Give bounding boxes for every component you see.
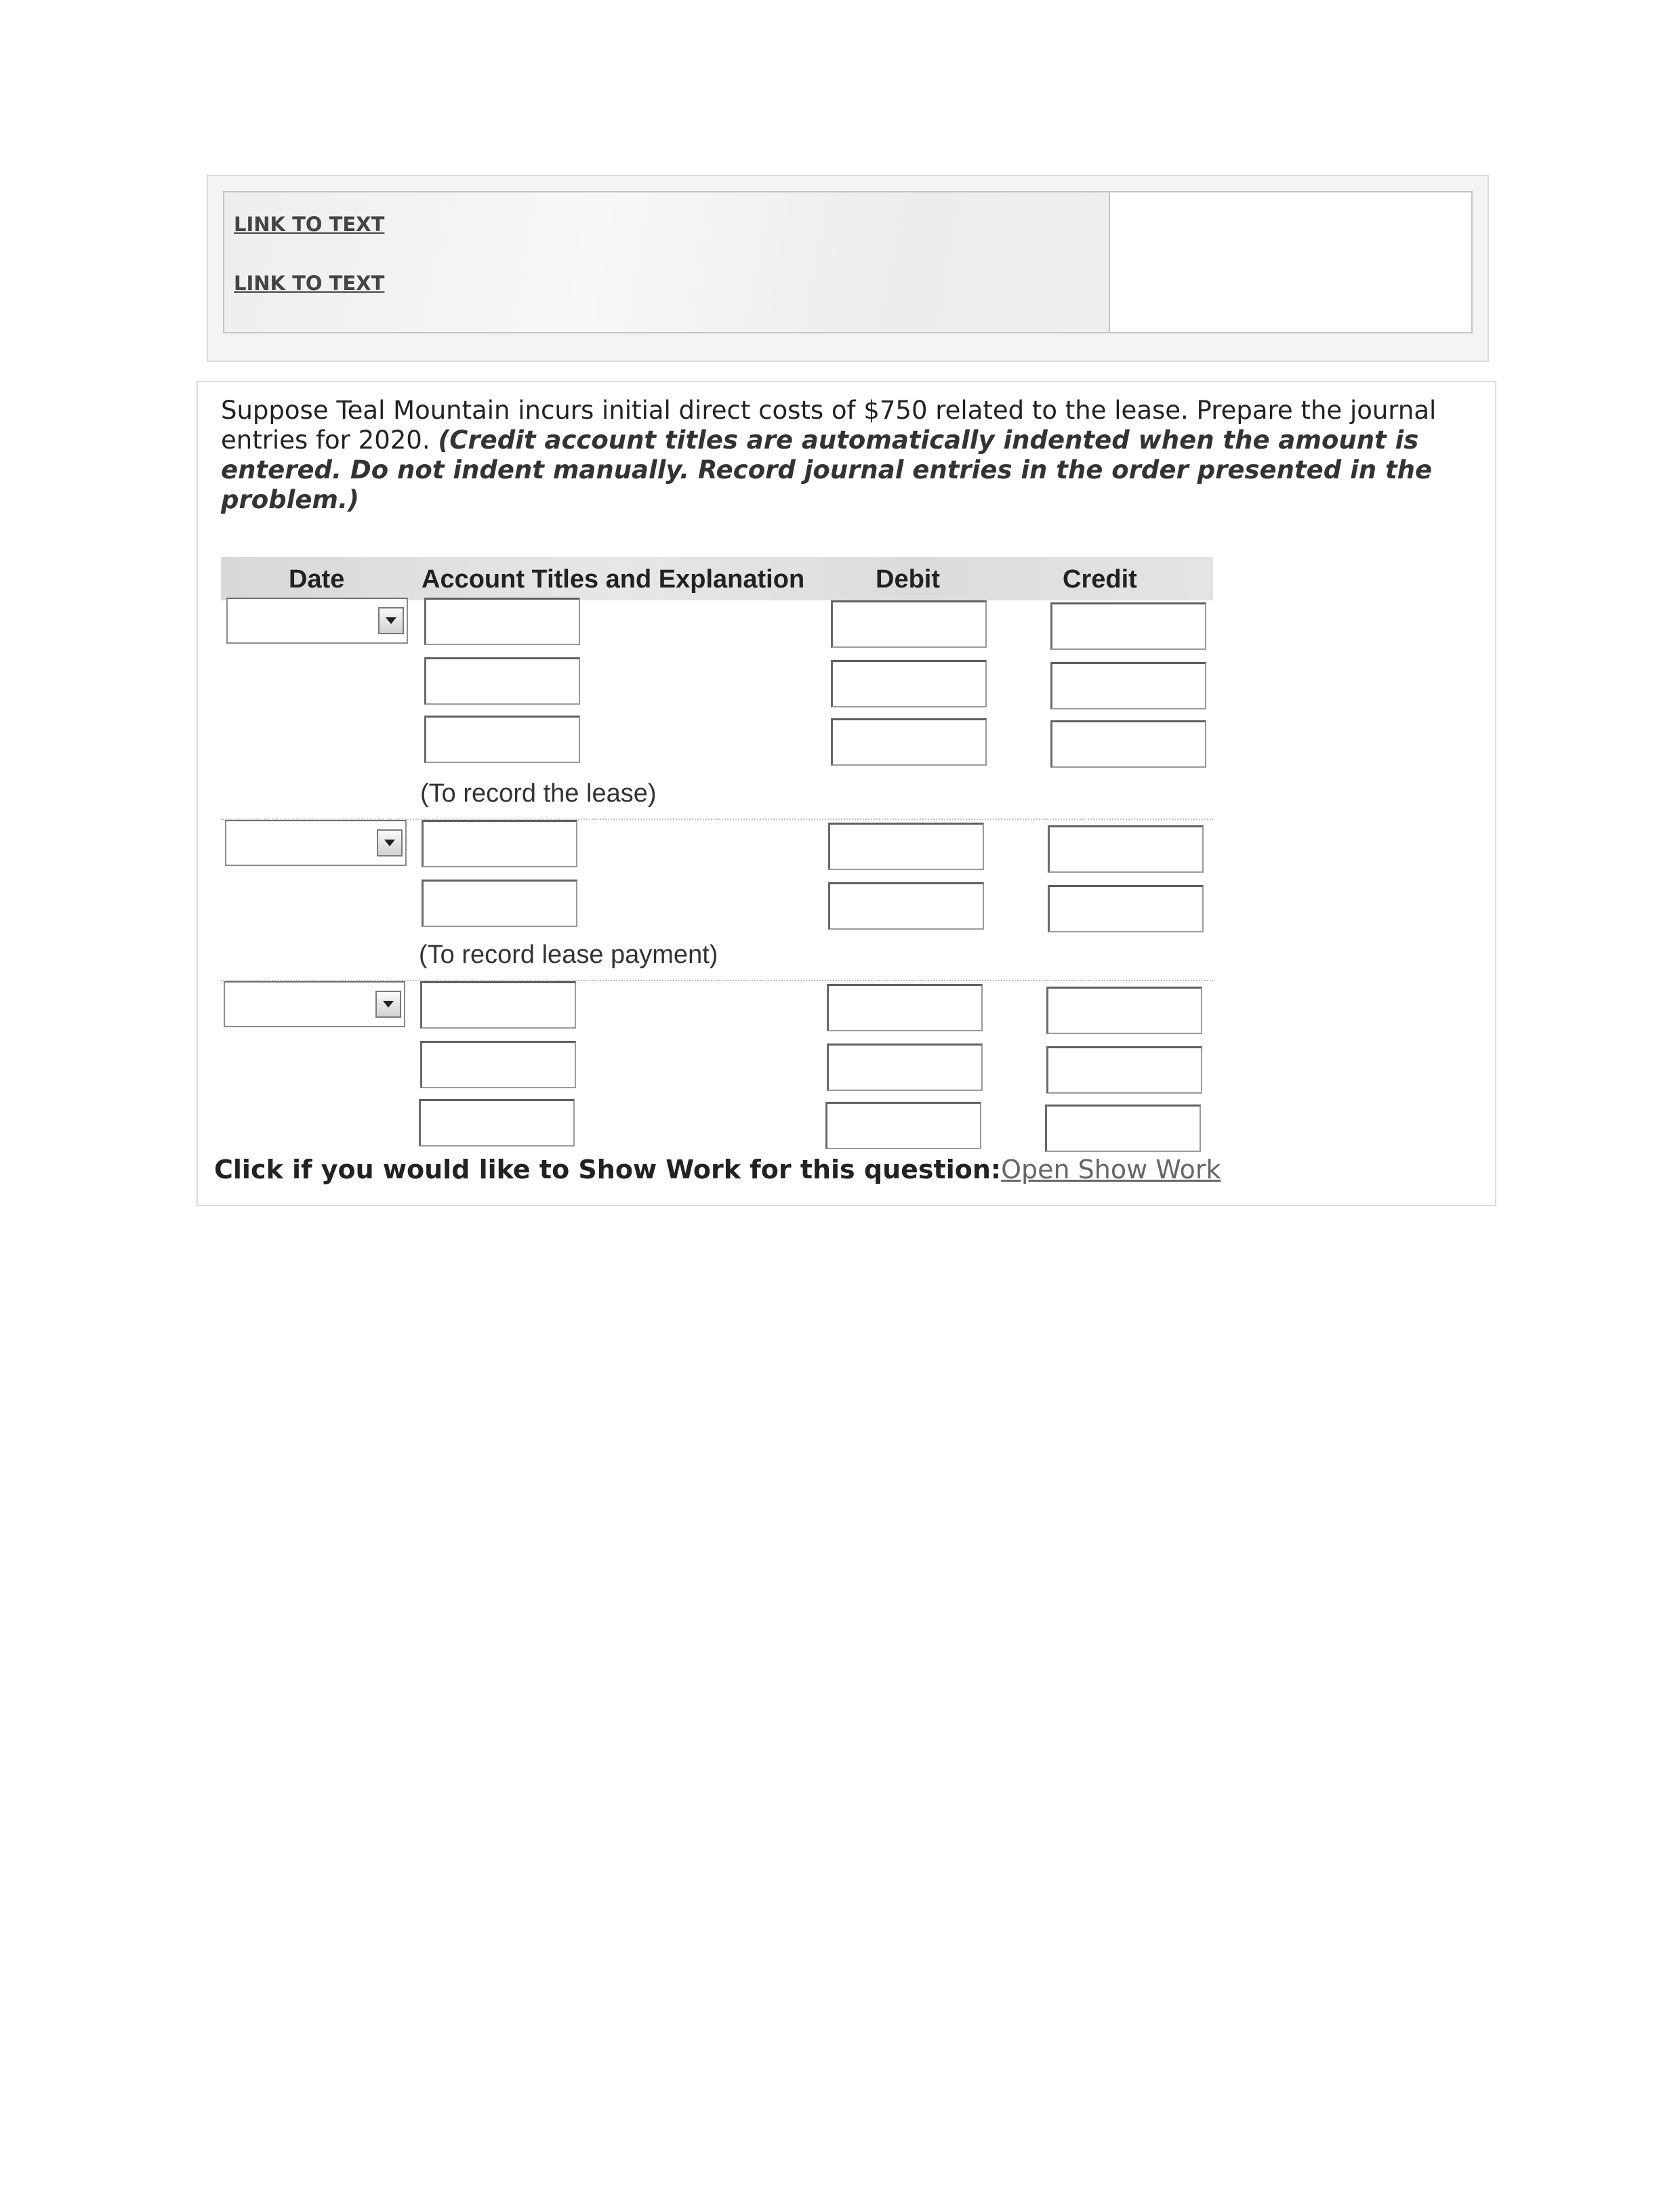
journal-table-header <box>221 557 1213 600</box>
question-panel <box>197 381 1496 1206</box>
question-instruction: (Credit account titles are automatically indented when the amount is entered. Do not indent manually. Record journal entries in the order presented in the problem.) <box>221 426 1433 514</box>
link-to-text-2[interactable]: LINK TO TEXT <box>234 272 385 295</box>
header-debit: Debit <box>876 565 940 594</box>
header-date: Date <box>289 565 345 594</box>
entry-3-credit-input-3[interactable] <box>1045 1105 1201 1152</box>
show-work-prompt: Click if you would like to Show Work for this question: <box>214 1155 1002 1184</box>
reference-links-panel <box>207 175 1489 362</box>
entry-3-credit-input-1[interactable] <box>1046 987 1202 1034</box>
entry-2-date-dropdown-button[interactable] <box>377 829 403 856</box>
entry-1-date-select[interactable] <box>226 598 408 644</box>
entry-3-debit-input-3[interactable] <box>825 1102 981 1149</box>
entry-2-credit-input-1[interactable] <box>1048 825 1204 873</box>
entry-1-note: (To record the lease) <box>420 779 657 808</box>
entry-1-account-input-1[interactable] <box>424 598 580 645</box>
question-intro: Suppose Teal Mountain incurs initial direct costs of $750 related to the lease. Prepare the journal entries for 2020. <box>221 396 1437 455</box>
link-to-text-1[interactable]: LINK TO TEXT <box>234 213 385 236</box>
question-text <box>221 396 1475 515</box>
entry-1-debit-input-1[interactable] <box>831 600 987 648</box>
entry-3-debit-input-2[interactable] <box>827 1044 983 1091</box>
entry-1-date-dropdown-button[interactable] <box>378 607 404 634</box>
header-credit: Credit <box>1063 565 1137 594</box>
reference-links-box <box>223 191 1473 333</box>
entry-3-debit-input-1[interactable] <box>827 984 983 1031</box>
chevron-down-icon <box>384 840 395 846</box>
chevron-down-icon <box>383 1001 394 1008</box>
entry-1-debit-input-2[interactable] <box>831 660 987 707</box>
entry-1-credit-input-2[interactable] <box>1050 662 1206 709</box>
entry-2-note: (To record lease payment) <box>419 941 718 969</box>
entry-2-account-input-1[interactable] <box>422 820 577 867</box>
entry-1-credit-input-3[interactable] <box>1050 720 1206 768</box>
entry-3-account-input-1[interactable] <box>420 981 576 1029</box>
entry-2-date-select[interactable] <box>225 820 407 866</box>
entry-2-credit-input-2[interactable] <box>1048 885 1204 932</box>
reference-blank-area <box>1109 192 1471 332</box>
entry-3-date-select[interactable] <box>224 981 405 1027</box>
entry-3-credit-input-2[interactable] <box>1046 1046 1202 1094</box>
entry-2-debit-input-1[interactable] <box>828 823 984 870</box>
entry-3-date-dropdown-button[interactable] <box>375 991 401 1018</box>
entry-1-account-input-2[interactable] <box>424 657 580 705</box>
entry-1-credit-input-1[interactable] <box>1050 602 1206 650</box>
entry-3-account-input-3[interactable] <box>419 1099 575 1147</box>
header-account-titles: Account Titles and Explanation <box>422 565 805 594</box>
entry-1-debit-input-3[interactable] <box>831 718 987 766</box>
chevron-down-icon <box>386 617 396 624</box>
entry-2-account-input-2[interactable] <box>422 880 577 927</box>
entry-2-debit-input-2[interactable] <box>828 882 984 930</box>
entry-1-account-input-3[interactable] <box>424 716 580 763</box>
open-show-work-link[interactable]: Open Show Work <box>1001 1155 1221 1184</box>
entry-3-account-input-2[interactable] <box>420 1041 576 1088</box>
show-work-row <box>214 1155 1221 1184</box>
